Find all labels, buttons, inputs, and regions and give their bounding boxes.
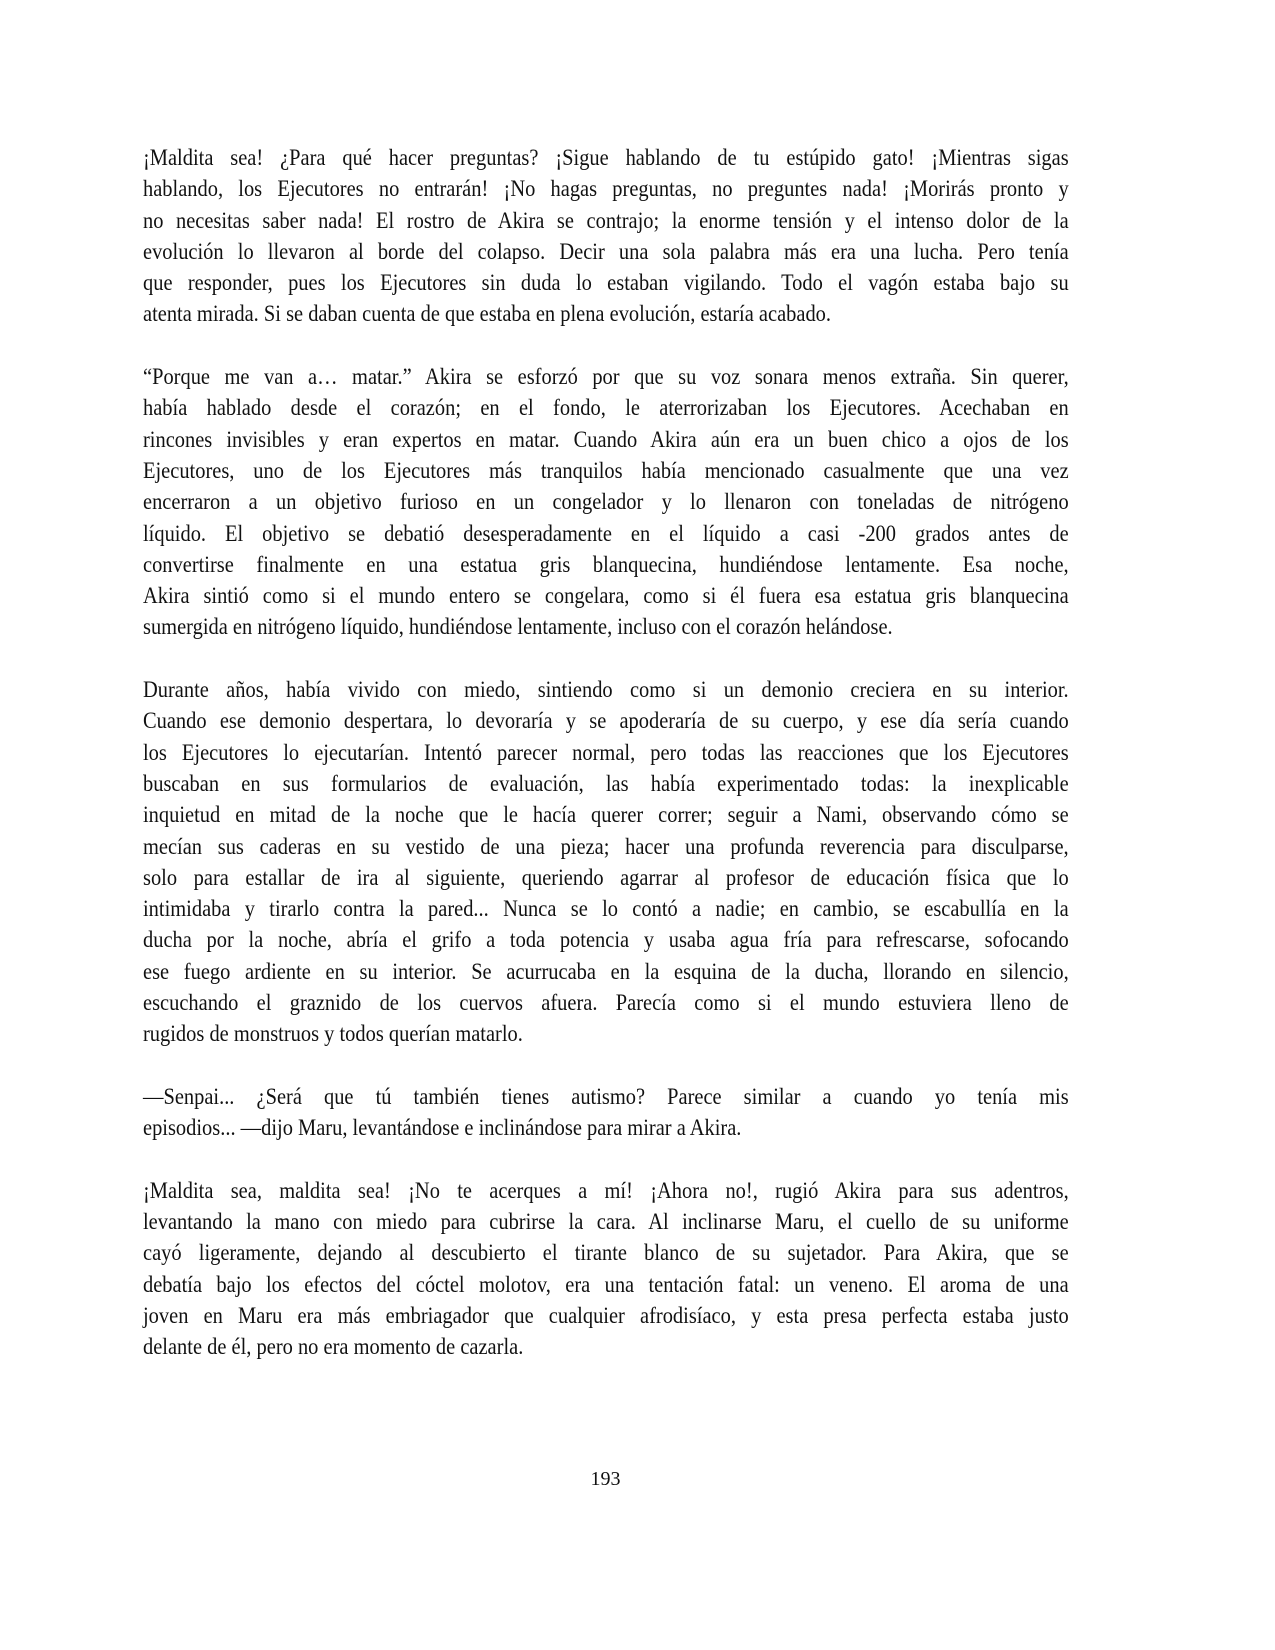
text-line: escuchando el graznido de los cuervos afuera. Parecía como si el mundo estuviera lleno de [143,990,1069,1017]
text-line: rugidos de monstruos y todos querían matarlo. [143,1021,523,1048]
text-line: atenta mirada. Si se daban cuenta de que estaba en plena evolución, estaría acabado. [143,301,832,328]
text-line: “Porque me van a… matar.” Akira se esforzó por que su voz sonara menos extraña. Sin querer, [143,364,1069,391]
text-line: levantando la mano con miedo para cubrirse la cara. Al inclinarse Maru, el cuello de su uniforme [143,1209,1069,1236]
text-line: —Senpai... ¿Será que tú también tienes autismo? Parece similar a cuando yo tenía mis [143,1083,1069,1110]
text-line: convertirse finalmente en una estatua gris blanquecina, hundiéndose lentamente. Esa noche, [143,551,1069,578]
text-line: hablando, los Ejecutores no entrarán! ¡No hagas preguntas, no preguntes nada! ¡Morirás pronto y [143,176,1069,203]
text-line: joven en Maru era más embriagador que cualquier afrodisíaco, y esta presa perfecta estaba justo [143,1302,1069,1329]
text-line: solo para estallar de ira al siguiente, queriendo agarrar al profesor de educación física que lo [143,864,1069,891]
text-line: Akira sintió como si el mundo entero se congelara, como si él fuera esa estatua gris blanquecina [143,583,1069,610]
text-line: debatía bajo los efectos del cóctel molotov, era una tentación fatal: un veneno. El aroma de una [143,1271,1069,1298]
paragraph [143,143,1069,331]
text-line: no necesitas saber nada! El rostro de Akira se contrajo; la enorme tensión y el intenso dolor de la [143,207,1069,234]
text-line: ¡Maldita sea! ¿Para qué hacer preguntas? ¡Sigue hablando de tu estúpido gato! ¡Mientras sigas [143,145,1069,171]
paragraph [143,675,1069,1051]
page-number: 193 [590,1468,621,1490]
text-line: líquido. El objetivo se debatió desesperadamente en el líquido a casi -200 grados antes de [143,520,1069,547]
text-line: ese fuego ardiente en su interior. Se acurrucaba en la esquina de la ducha, llorando en silencio, [143,958,1069,985]
text-line: sumergida en nitrógeno líquido, hundiéndose lentamente, incluso con el corazón helándose. [143,614,893,641]
text-line: episodios... —dijo Maru, levantándose e inclinándose para mirar a Akira. [143,1115,742,1142]
text-line: los Ejecutores lo ejecutarían. Intentó parecer normal, pero todas las reacciones que los Ejecutores [143,739,1069,766]
paragraph [143,1082,1069,1145]
text-line: encerraron a un objetivo furioso en un congelador y lo llenaron con toneladas de nitrógeno [143,489,1069,516]
text-line: Durante años, había vivido con miedo, sintiendo como si un demonio creciera en su interior. [143,677,1069,704]
text-line: inquietud en mitad de la noche que le hacía querer correr; seguir a Nami, observando cómo se [143,802,1069,829]
text-line: Cuando ese demonio despertara, lo devoraría y se apoderaría de su cuerpo, y ese día sería cuando [143,708,1069,735]
text-line: Ejecutores, uno de los Ejecutores más tranquilos había mencionado casualmente que una vez [143,457,1069,484]
body-text [143,143,1069,1395]
paragraph [143,362,1069,644]
text-line: cayó ligeramente, dejando al descubierto el tirante blanco de su sujetador. Para Akira, que se [143,1240,1069,1267]
text-line: evolución lo llevaron al borde del colapso. Decir una sola palabra más era una lucha. Pero tenía [143,238,1069,265]
text-line: ducha por la noche, abría el grifo a toda potencia y usaba agua fría para refrescarse, sofocando [143,927,1069,954]
text-line: rincones invisibles y eran expertos en matar. Cuando Akira aún era un buen chico a ojos de los [143,426,1069,453]
text-line: que responder, pues los Ejecutores sin duda lo estaban vigilando. Todo el vagón estaba bajo su [143,270,1069,297]
text-line: ¡Maldita sea, maldita sea! ¡No te acerques a mí! ¡Ahora no!, rugió Akira para sus adentros, [143,1177,1069,1204]
text-line: buscaban en sus formularios de evaluación, las había experimentado todas: la inexplicable [143,770,1069,797]
text-line: delante de él, pero no era momento de cazarla. [143,1334,524,1361]
text-line: mecían sus caderas en su vestido de una pieza; hacer una profunda reverencia para disculparse, [143,833,1069,860]
paragraph [143,1176,1069,1364]
text-line: había hablado desde el corazón; en el fondo, le aterrorizaban los Ejecutores. Acechaban en [143,395,1069,422]
text-line: intimidaba y tirarlo contra la pared... Nunca se lo contó a nadie; en cambio, se escabullía en la [143,896,1069,923]
